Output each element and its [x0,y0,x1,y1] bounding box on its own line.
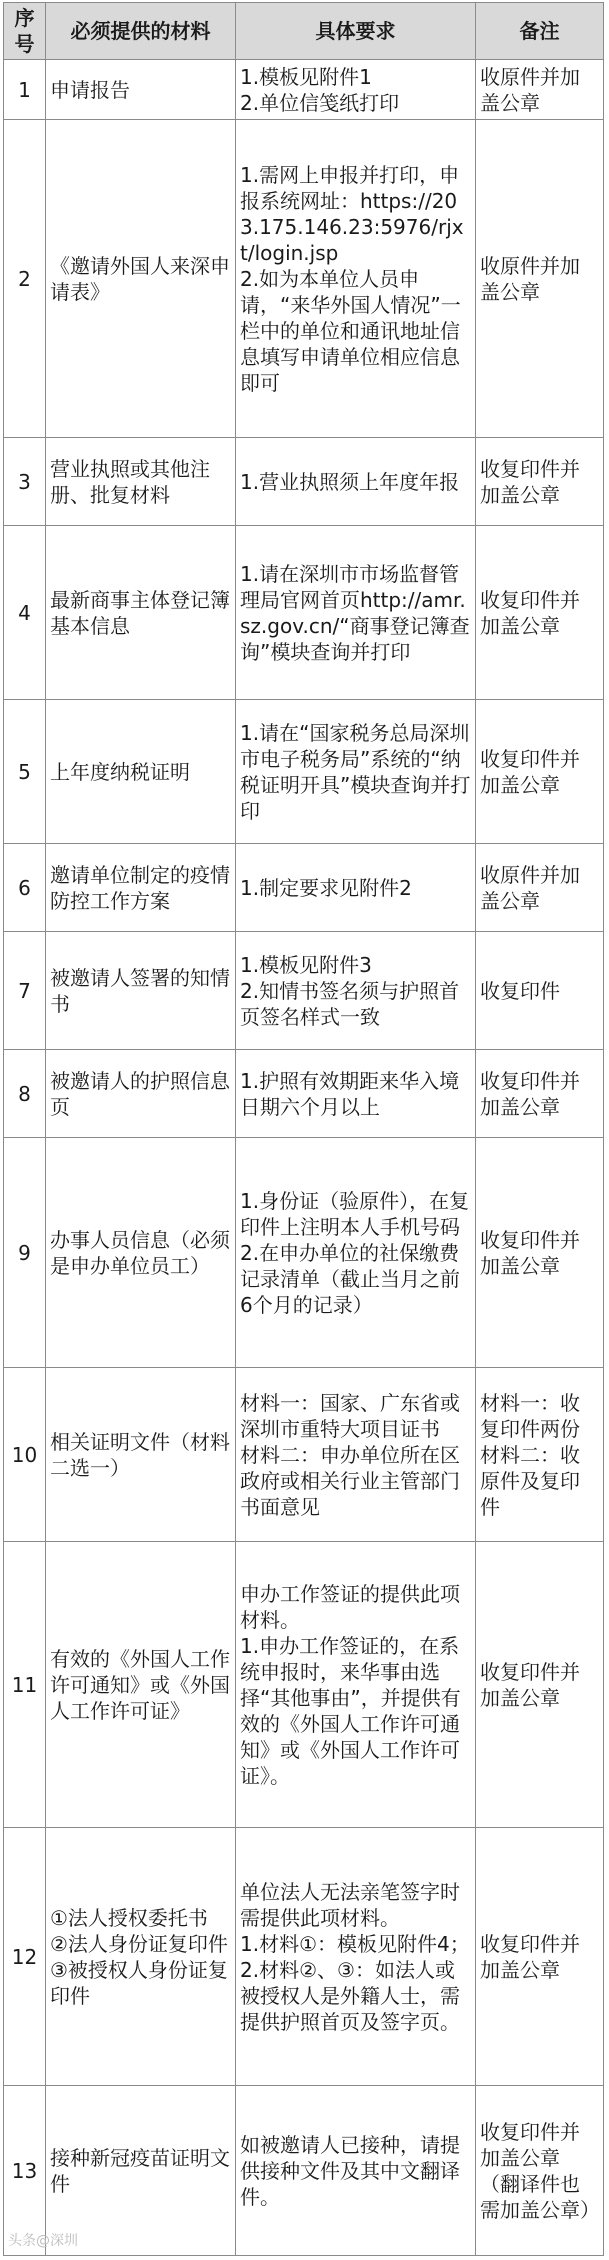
row-note: 收复印件并加盖公章 [476,526,604,700]
row-material: 接种新冠疫苗证明文件 [46,2086,236,2256]
row-material: 最新商事主体登记簿基本信息 [46,526,236,700]
row-requirement: 1.制定要求见附件2 [236,844,476,932]
row-note: 收复印件并加盖公章（翻译件也需加盖公章） [476,2086,604,2256]
row-note: 收复印件并加盖公章 [476,1828,604,2086]
row-material: 相关证明文件（材料二选一） [46,1368,236,1542]
requirements-sheet [3,2,603,2256]
row-number: 6 [4,844,46,932]
row-note: 收复印件并加盖公章 [476,1050,604,1138]
table-row [4,438,604,526]
table-row [4,120,604,438]
header-material: 必须提供的材料 [46,3,236,60]
header-note: 备注 [476,3,604,60]
row-requirement: 1.请在深圳市市场监督管理局官网首页http://amr.sz.gov.cn/“商事登记簿查询”模块查询并打印 [236,526,476,700]
row-number: 5 [4,700,46,844]
row-material: 邀请单位制定的疫情防控工作方案 [46,844,236,932]
row-number: 8 [4,1050,46,1138]
row-note: 收复印件 [476,932,604,1050]
row-requirement: 1.身份证（验原件），在复印件上注明本人手机号码 2.在申办单位的社保缴费记录清单（截止当月之前6个月的记录） [236,1138,476,1368]
row-material: 营业执照或其他注册、批复材料 [46,438,236,526]
row-note: 收复印件并加盖公章 [476,700,604,844]
row-requirement: 如被邀请人已接种，请提供接种文件及其中文翻译件。 [236,2086,476,2256]
header-requirement: 具体要求 [236,3,476,60]
watermark-text: 头条@深圳 [8,2233,78,2249]
row-number: 3 [4,438,46,526]
row-number: 13 [4,2086,46,2256]
table-row [4,1828,604,2086]
row-requirement: 申办工作签证的提供此项材料。 1.申办工作签证的，在系统申报时，来华事由选择“其他事由”，并提供有效的《外国人工作许可通知》或《外国人工作许可证》。 [236,1542,476,1828]
table-row [4,1542,604,1828]
row-number: 10 [4,1368,46,1542]
table-row [4,1050,604,1138]
table-row [4,700,604,844]
row-note: 收复印件并加盖公章 [476,1138,604,1368]
table-row [4,526,604,700]
row-material: ①法人授权委托书 ②法人身份证复印件 ③被授权人身份证复印件 [46,1828,236,2086]
materials-table [3,2,604,2256]
table-row [4,1138,604,1368]
row-material: 办事人员信息（必须是申办单位员工） [46,1138,236,1368]
row-note: 收原件并加盖公章 [476,60,604,120]
row-number: 11 [4,1542,46,1828]
header-number: 序号 [4,3,46,60]
row-material: 申请报告 [46,60,236,120]
row-material: 上年度纳税证明 [46,700,236,844]
row-number: 1 [4,60,46,120]
row-number: 2 [4,120,46,438]
row-requirement: 单位法人无法亲笔签字时需提供此项材料。 1.材料①：模板见附件4； 2.材料②、③：如法人或被授权人是外籍人士，需提供护照首页及签字页。 [236,1828,476,2086]
table-row [4,1368,604,1542]
row-note: 收原件并加盖公章 [476,844,604,932]
row-number: 9 [4,1138,46,1368]
row-note: 收原件并加盖公章 [476,120,604,438]
row-requirement: 1.模板见附件3 2.知情书签名须与护照首页签名样式一致 [236,932,476,1050]
row-requirement: 1.护照有效期距来华入境日期六个月以上 [236,1050,476,1138]
row-material: 《邀请外国人来深申请表》 [46,120,236,438]
table-row [4,60,604,120]
row-requirement: 1.模板见附件1 2.单位信笺纸打印 [236,60,476,120]
table-row [4,844,604,932]
row-requirement: 1.需网上申报并打印，申报系统网址：https://203.175.146.23:5976/rjxt/login.jsp 2.如为本单位人员申请，“来华外国人情况”一栏中的单位和通讯地址信息填写申请单位相应信息即可 [236,120,476,438]
row-number: 7 [4,932,46,1050]
row-number: 12 [4,1828,46,2086]
row-material: 被邀请人的护照信息页 [46,1050,236,1138]
table-header-row [4,3,604,60]
table-row [4,932,604,1050]
row-requirement: 1.请在“国家税务总局深圳市电子税务局”系统的“纳税证明开具”模块查询并打印 [236,700,476,844]
row-note: 收复印件并加盖公章 [476,438,604,526]
table-row [4,2086,604,2256]
row-number: 4 [4,526,46,700]
row-note: 材料一：收复印件两份 材料二：收原件及复印件 [476,1368,604,1542]
row-note: 收复印件并加盖公章 [476,1542,604,1828]
row-material: 有效的《外国人工作许可通知》或《外国人工作许可证》 [46,1542,236,1828]
row-requirement: 材料一：国家、广东省或深圳市重特大项目证书 材料二：申办单位所在区政府或相关行业主管部门书面意见 [236,1368,476,1542]
row-material: 被邀请人签署的知情书 [46,932,236,1050]
row-requirement: 1.营业执照须上年度年报 [236,438,476,526]
